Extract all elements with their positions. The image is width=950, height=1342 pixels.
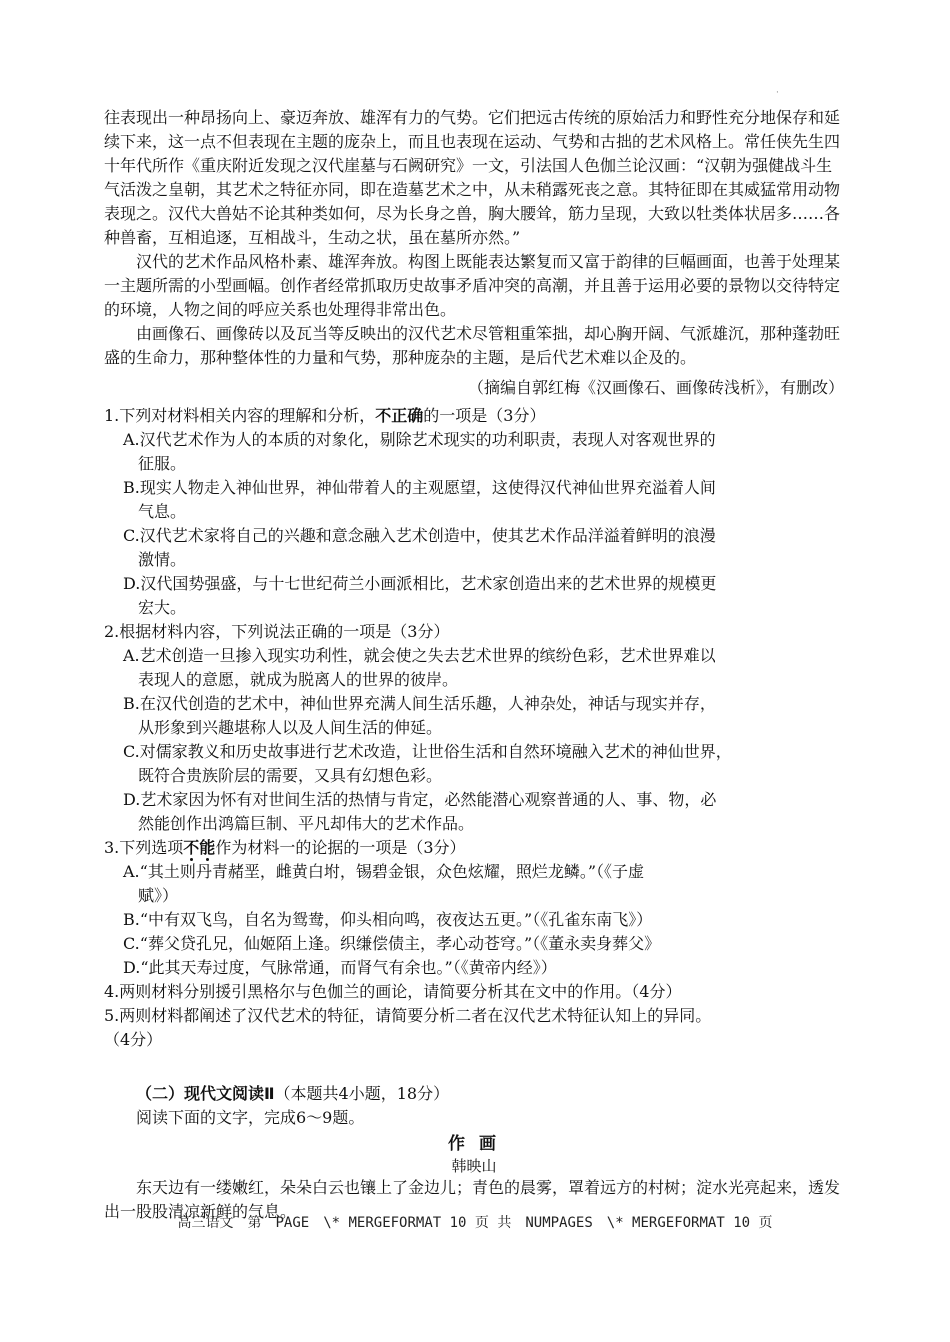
stem-emphasis: 不 [183,838,200,857]
option-c [104,740,844,788]
stem-text: 作为材料一的论据的一项是（3分） [215,838,466,857]
option-d [104,788,844,836]
question-5: 5.两则材料都阐述了汉代艺术的特征，请简要分析二者在汉代艺术特征认知上的异同。 [104,1006,712,1025]
option-text-cont: 征服。 [138,454,187,473]
article-paragraph: 东天边有一缕嫩红，朵朵白云也镶上了金边儿；青色的晨雾，罩着远方的村树；淀水光亮起来，透发出一股股清凉新鲜的气息。 [104,1178,841,1221]
option-text-cont: 表现人的意愿，就成为脱离人的世界的彼岸。 [138,670,459,689]
option-c: C.“葬父贷孔兄，仙姬陌上逢。织缣偿债主，孝心动苍穹。”（《董永卖身葬父》 [123,934,661,953]
option-text: A.“其土则丹青赭垩，雌黄白坿，锡碧金银，众色炫耀，照烂龙鳞。”（《子虚 [123,862,645,881]
passage-source: （摘编自郭红梅《汉画像石、画像砖浅析》，有删改） [467,378,844,397]
section-heading [136,1082,844,1106]
section-instruction: 阅读下面的文字，完成6～9题。 [136,1108,365,1127]
stem-text: 1.下列对材料相关内容的理解和分析， [104,406,376,425]
stem-text: 的一项是（3分） [423,406,546,425]
passage-paragraph: 汉代的艺术作品风格朴素、雄浑奔放。构图上既能表达繁复而又富于韵律的巨幅画面，也善于处理某一主题所需的小型画幅。创作者经常抓取历史故事矛盾冲突的高潮，并且善于运用必要的景物以交待特定的环境，人物之间的呼应关系也处理得非常出色。 [104,252,841,319]
option-c [104,524,844,572]
stem-emphasis: 能 [199,838,216,857]
passage-paragraph: 往表现出一种昂扬向上、豪迈奔放、雄浑有力的气势。它们把远古传统的原始活力和野性充分地保存和延续下来，这一点不但表现在主题的庞杂上，而且也表现在运动、气势和古拙的艺术风格上。常任侠先生四十年代所作《重庆附近发现之汉代崖墓与石阙研究》一文，引法国人色伽兰论汉画：“汉朝为强健战斗生气活泼之皇朝，其艺术之特征亦同，即在造墓艺术之中，从未稍露死丧之意。其特征即在其威猛常用动物表现之。汉代大兽姑不论其种类如何，尽为长身之兽，胸大腰耸，筋力呈现，大致以牡类体状居多……各种兽畜，互相追逐，互相战斗，生动之状，虽在墓所亦然。” [104,108,841,247]
question-3 [104,836,844,980]
question-stem: 2.根据材料内容，下列说法正确的一项是（3分） [104,622,450,641]
article-title: 作 画 [448,1134,500,1154]
option-text: B.在汉代创造的艺术中，神仙世界充满人间生活乐趣，人神杂处，神话与现实并存， [123,694,716,713]
option-text: D.艺术家因为怀有对世间生活的热情与肯定，必然能潜心观察普通的人、事、物，必 [123,790,717,809]
option-text: B.现实人物走入神仙世界，神仙带着人的主观愿望，这使得汉代神仙世界充溢着人间 [123,478,716,497]
question-4: 4.两则材料分别援引黑格尔与色伽兰的画论，请简要分析其在文中的作用。（4分） [104,982,682,1001]
question-stem [104,836,844,860]
section-modern-reading-2 [104,1082,844,1130]
option-a [104,644,844,692]
question-1 [104,404,844,620]
option-text: A.艺术创造一旦掺入现实功利性，就会使之失去艺术世界的缤纷色彩，艺术世界难以 [123,646,716,665]
option-d [104,572,844,620]
top-mark: · [776,88,779,98]
option-a [104,860,844,908]
section-title: （二）现代文阅读Ⅱ [136,1084,275,1103]
option-text-cont: 赋》） [138,886,179,905]
section-note: （本题共4小题，18分） [274,1084,450,1103]
question-5-score: （4分） [104,1030,163,1049]
passage-paragraph: 由画像石、画像砖以及瓦当等反映出的汉代艺术尽管粗重笨拙，却心胸开阔、气派雄沉，那种蓬勃旺盛的生命力，那种整体性的力量和气势，那种庞杂的主题，是后代艺术难以企及的。 [104,324,841,367]
option-d: D.“此其天寿过度，气脉常通，而肾气有余也。”（《黄帝内经》） [123,958,557,977]
article-author: 韩映山 [451,1157,497,1175]
option-text: C.汉代艺术家将自己的兴趣和意念融入艺术创造中，使其艺术作品洋溢着鲜明的浪漫 [123,526,716,545]
page-content [104,106,844,1224]
option-a [104,428,844,476]
option-text-cont: 既符合贵族阶层的需要，又具有幻想色彩。 [138,766,443,785]
option-b [104,692,844,740]
stem-emphasis: 不正确 [375,406,424,425]
option-text-cont: 从形象到兴趣堪称人以及人间生活的伸延。 [138,718,443,737]
page-footer: 高三语文 第 PAGE \* MERGEFORMAT 10 页 共 NUMPAGES \* MERGEFORMAT 10 页 [177,1215,773,1231]
option-text: C.对儒家教义和历史故事进行艺术改造，让世俗生活和自然环境融入艺术的神仙世界， [123,742,732,761]
stem-text: 3.下列选项 [104,838,184,857]
option-b: B.“中有双飞鸟，自名为鸳鸯，仰头相向鸣，夜夜达五更。”（《孔雀东南飞》） [123,910,653,929]
question-2 [104,620,844,836]
option-text: A.汉代艺术作为人的本质的对象化，剔除艺术现实的功利职责，表现人对客观世界的 [123,430,716,449]
option-text-cont: 激情。 [138,550,187,569]
question-stem [104,404,844,428]
option-text-cont: 气息。 [138,502,187,521]
option-text: D.汉代国势强盛，与十七世纪荷兰小画派相比，艺术家创造出来的艺术世界的规模更 [123,574,717,593]
option-text-cont: 宏大。 [138,598,187,617]
option-text-cont: 然能创作出鸿篇巨制、平凡却伟大的艺术作品。 [138,814,475,833]
option-b [104,476,844,524]
